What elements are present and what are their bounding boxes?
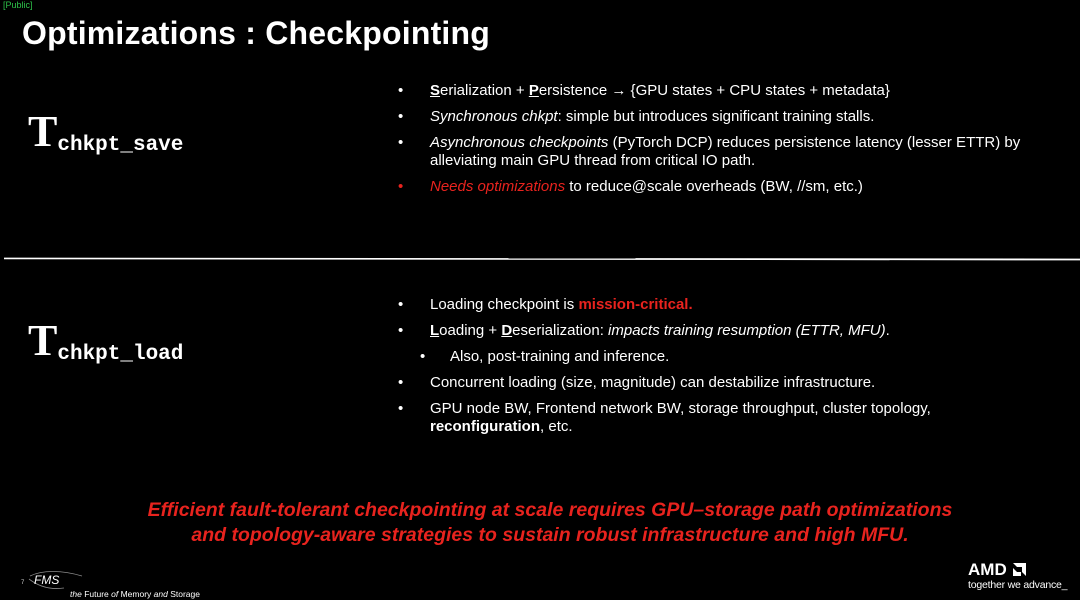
slide-title: Optimizations : Checkpointing — [22, 15, 491, 51]
load-bullet-list — [398, 296, 1038, 444]
term-symbol: T — [28, 107, 58, 156]
italic-text: impacts training resumption (ETTR, MFU) — [608, 322, 886, 339]
fms-tagline — [70, 589, 200, 599]
amd-arrow-icon — [1013, 563, 1026, 576]
bullet-dot: • — [398, 296, 404, 313]
text: : simple but introduces significant training stalls. — [557, 108, 875, 125]
text: oading + — [439, 322, 502, 339]
text: . — [885, 322, 890, 339]
text: of — [108, 589, 121, 599]
text: {GPU states + CPU states + metadata} — [626, 82, 890, 99]
page-number: 7 — [21, 580, 25, 586]
text: Memory — [120, 589, 152, 599]
list-item — [398, 134, 1038, 170]
list-item — [398, 82, 1038, 100]
text: (PyTorch DCP) reduces persistence latency (lesser ETTR) by alleviating main GPU thread from critical IO path. — [430, 134, 1021, 169]
bullet-dot: • — [398, 178, 404, 195]
term-subscript: chkpt_save — [57, 134, 184, 157]
bullet-dot: • — [398, 82, 404, 99]
list-item — [398, 178, 1038, 196]
amd-tagline: together we advance_ — [968, 579, 1068, 591]
bullet-dot: • — [398, 400, 404, 417]
underlined-letter: L — [430, 322, 440, 339]
list-item — [398, 322, 1038, 340]
italic-text: Synchronous chkpt — [430, 108, 558, 125]
bullet-dot: • — [398, 374, 404, 391]
list-item — [398, 348, 1038, 366]
text: eserialization: — [512, 322, 609, 339]
bullet-dot: • — [398, 322, 404, 339]
bullet-dot: • — [398, 134, 404, 151]
conclusion-line: Efficient fault-tolerant checkpointing at scale requires GPU–storage path optimizations — [147, 499, 953, 521]
amd-logo — [968, 560, 1028, 578]
list-item — [398, 296, 1038, 314]
text: Concurrent loading (size, magnitude) can destabilize infrastructure. — [430, 374, 876, 391]
conclusion-statement — [60, 498, 1040, 548]
amd-logo-text: AMD — [968, 560, 1007, 578]
text: Storage — [170, 589, 200, 599]
fms-logo — [28, 570, 84, 590]
text: Future — [84, 589, 109, 599]
text: GPU node BW, Frontend network BW, storage throughput, cluster topology, — [430, 400, 931, 417]
red-italic-text: Needs optimizations — [430, 178, 566, 195]
underlined-letter: P — [528, 82, 539, 99]
classification-tag: [Public] — [3, 0, 33, 10]
red-bold-text: mission-critical. — [578, 296, 693, 313]
arrow-icon: → — [611, 82, 627, 99]
list-item — [398, 108, 1038, 126]
bullet-dot: • — [398, 108, 404, 125]
bold-text: reconfiguration — [430, 418, 541, 435]
term-chkpt-save — [28, 107, 184, 157]
bullet-dot: • — [420, 348, 426, 365]
underlined-letter: S — [430, 82, 441, 99]
text: Loading checkpoint is — [430, 296, 579, 313]
text: erialization + — [440, 82, 529, 99]
text: ersistence — [538, 82, 612, 99]
italic-text: Asynchronous checkpoints — [430, 134, 609, 151]
text: the — [70, 589, 85, 599]
list-item — [398, 374, 1038, 392]
conclusion-line: and topology-aware strategies to sustain robust infrastructure and high MFU. — [191, 524, 909, 546]
text: and — [151, 589, 171, 599]
text: to reduce@scale overheads (BW, //sm, etc.) — [565, 178, 863, 195]
term-subscript: chkpt_load — [57, 343, 184, 366]
list-item — [398, 400, 1038, 436]
underlined-letter: D — [501, 322, 513, 339]
fms-logo-text: FMS — [34, 573, 60, 587]
section-divider — [4, 256, 1080, 261]
text: , etc. — [540, 418, 573, 435]
save-bullet-list — [398, 82, 1038, 204]
term-symbol: T — [28, 316, 58, 365]
text: Also, post-training and inference. — [450, 348, 670, 365]
term-chkpt-load — [28, 316, 184, 366]
